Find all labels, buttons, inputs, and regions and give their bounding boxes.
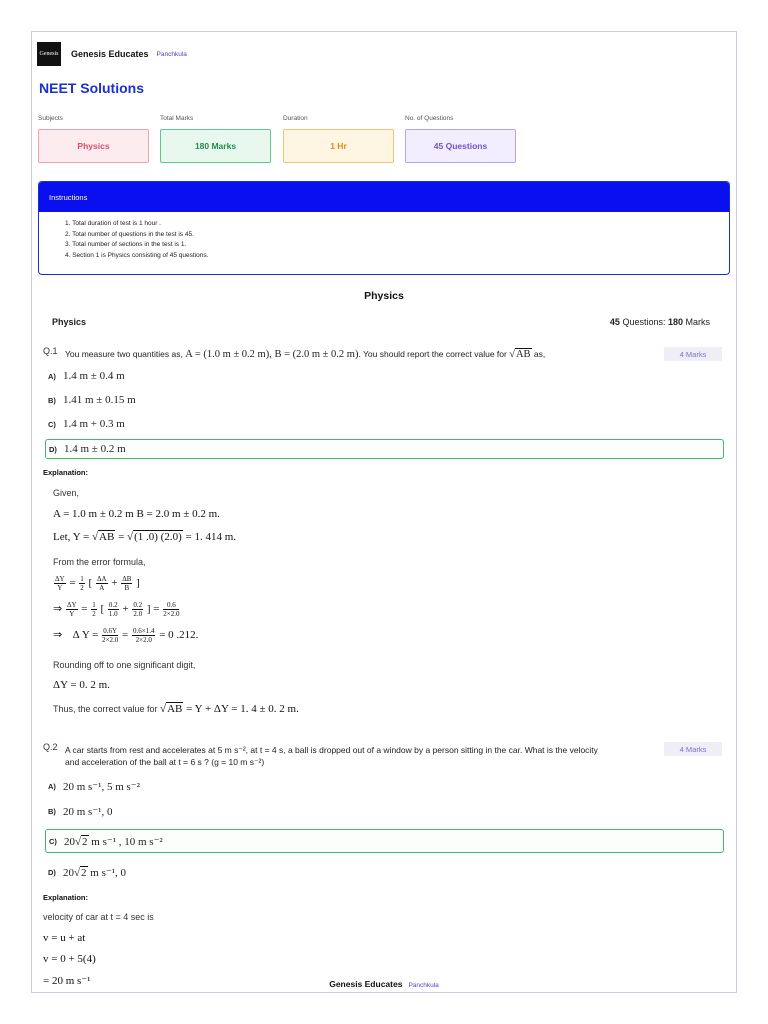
- question-2: [43, 742, 733, 772]
- section-summary: [52, 317, 710, 327]
- explanation-line: Rounding off to one significant digit,: [53, 660, 196, 670]
- document-page: [31, 31, 737, 993]
- footer-location: Panchkula: [408, 982, 439, 989]
- question-number: Q.2: [43, 742, 58, 752]
- footer-brand: Genesis Educates: [329, 979, 403, 989]
- explanation-line: = 20 m s⁻¹: [43, 975, 91, 987]
- option-d-correct[interactable]: D) 1.4 m ± 0.2 m: [45, 439, 724, 459]
- question-text: You measure two quantities as, A = (1.0 m ± 0.2 m), B = (2.0 m ± 0.2 m). You should report the correct value for √AB as,: [65, 349, 546, 360]
- option-d[interactable]: D) 20√2 m s⁻¹, 0: [48, 866, 126, 879]
- section-name: Physics: [52, 317, 87, 327]
- section-counts: 45 Questions: 180 Marks: [609, 317, 710, 327]
- explanation-line: Thus, the correct value for √AB = Y + ΔY = 1. 4 ± 0. 2 m.: [53, 703, 299, 715]
- meta-duration-value: 1 Hr: [283, 129, 394, 163]
- explanation-line: ΔY = 0. 2 m.: [53, 679, 110, 691]
- section-title: Physics: [364, 290, 404, 302]
- explanation-formula: $\frac{\Delta Y}{Y}$ = $\frac{1}{2}$ [ $\frac{\Delta A}{A}$ + $\frac{\Delta B}{B}$ ]: [55, 575, 140, 592]
- explanation-line: A = 1.0 m ± 0.2 m B = 2.0 m ± 0.2 m.: [53, 508, 220, 520]
- brand-name: Genesis Educates: [71, 49, 149, 59]
- brand-header: [37, 42, 187, 66]
- page-footer: [32, 979, 736, 989]
- instruction-item: 2. Total number of questions in the test is 45.: [65, 230, 194, 238]
- instructions-panel: [38, 181, 730, 275]
- instructions-list: [39, 212, 729, 261]
- meta-total-marks-value: 180 Marks: [160, 129, 271, 163]
- instruction-item: 4. Section 1 is Physics consisting of 45 questions.: [65, 251, 209, 259]
- question-1: [43, 346, 733, 366]
- explanation-formula: ⇒ Δ Y = $\frac{0.6Y}{2\times 2.0}$ = $\frac{0.6\times 1.4}{2\times 2.0}$ = 0 .212.: [53, 627, 199, 644]
- option-b[interactable]: B) 20 m s⁻¹, 0: [48, 805, 113, 818]
- meta-subjects-value: Physics: [38, 129, 149, 163]
- option-b[interactable]: B) 1.41 m ± 0.15 m: [48, 394, 136, 406]
- explanation-heading: Explanation:: [43, 893, 89, 902]
- meta-label-questions: No. of Questions: [405, 115, 454, 122]
- meta-label-duration: Duration: [283, 115, 308, 122]
- option-c[interactable]: C) 1.4 m + 0.3 m: [48, 418, 125, 430]
- meta-label-subjects: Subjects: [38, 115, 63, 122]
- explanation-line: v = 0 + 5(4): [43, 953, 96, 965]
- instruction-item: 3. Total number of sections in the test is 1.: [65, 241, 187, 248]
- brand-location: Panchkula: [156, 50, 187, 58]
- explanation-line: From the error formula,: [53, 557, 146, 567]
- option-a[interactable]: A) 1.4 m ± 0.4 m: [48, 370, 125, 382]
- explanation-line: Let, Y = √AB = √(1 .0) (2.0) = 1. 414 m.: [53, 531, 237, 543]
- instructions-heading: Instructions: [39, 182, 729, 212]
- option-c-correct[interactable]: C) 20√2 m s⁻¹ , 10 m s⁻²: [45, 829, 724, 853]
- instruction-item: 1. Total duration of test is 1 hour .: [65, 220, 161, 227]
- question-number: Q.1: [43, 346, 58, 356]
- marks-badge: 4 Marks: [664, 742, 722, 756]
- question-text: A car starts from rest and accelerates at 5 m s⁻², at t = 4 s, a ball is dropped out of a window by a person sitting in the car. What is the velocity and acceleration of the ball at t = 6 s ? (g = 10 m s⁻²): [65, 745, 598, 767]
- explanation-formula: ⇒ $\frac{\Delta Y}{Y}$ = $\frac{1}{2}$ [ $\frac{0.2}{1.0}$ + $\frac{0.2}{2.0}$ ] = $\frac{0.6}{2\times 2.0}$: [53, 601, 180, 618]
- option-a[interactable]: A) 20 m s⁻¹, 5 m s⁻²: [48, 780, 140, 793]
- explanation-line: v = u + at: [43, 932, 86, 944]
- meta-label-total-marks: Total Marks: [160, 115, 194, 122]
- meta-questions-value: 45 Questions: [405, 129, 516, 163]
- logo: Genesis: [37, 42, 61, 66]
- page-title: NEET Solutions: [39, 80, 144, 96]
- marks-badge: 4 Marks: [664, 347, 722, 361]
- explanation-line: velocity of car at t = 4 sec is: [43, 912, 154, 922]
- explanation-heading: Explanation:: [43, 468, 89, 477]
- explanation-line: Given,: [53, 488, 80, 498]
